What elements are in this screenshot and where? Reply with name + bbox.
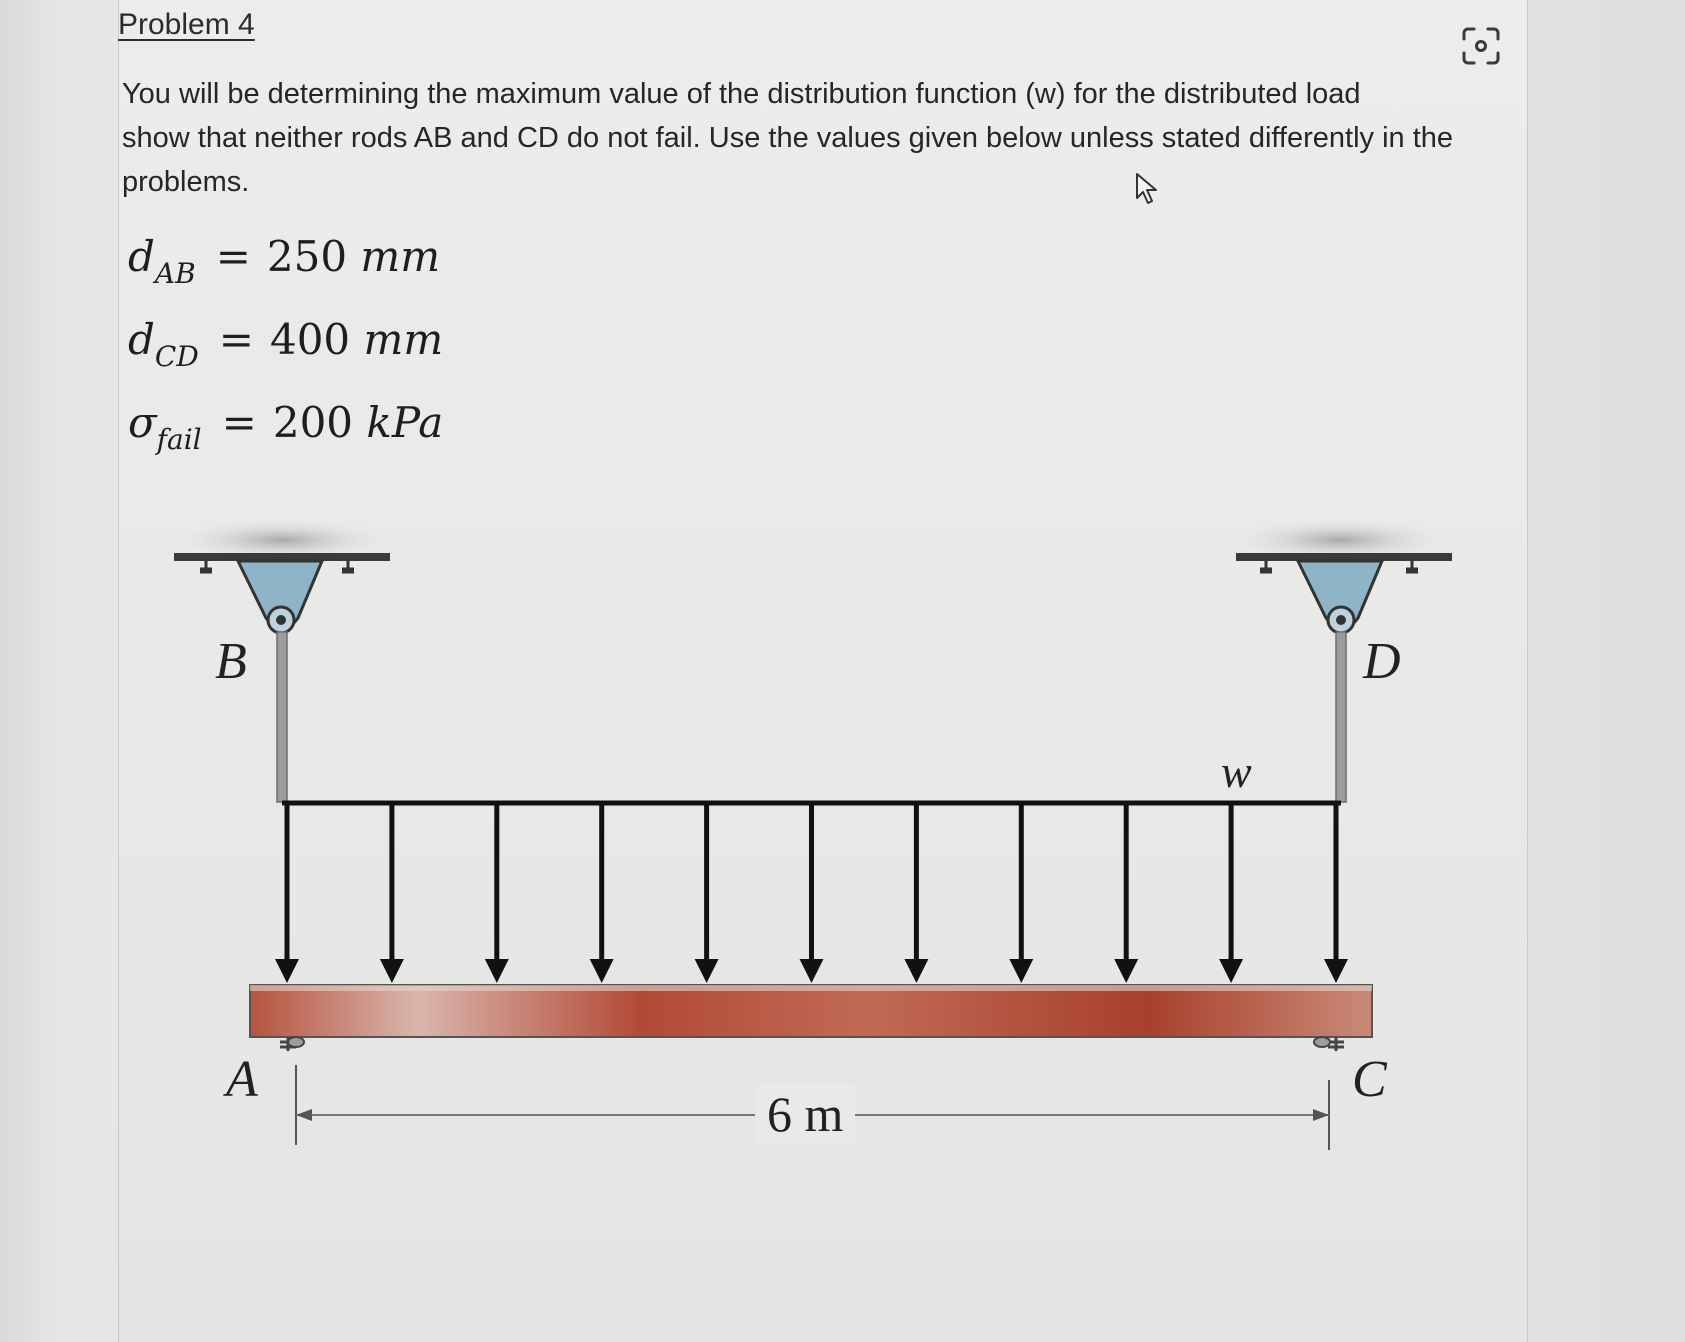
given-value: 200 bbox=[272, 398, 354, 447]
pin-c bbox=[1314, 1037, 1344, 1051]
given-symbol: σ bbox=[128, 398, 157, 447]
load-arrow bbox=[695, 803, 719, 983]
problem-title: Problem 4 bbox=[118, 8, 255, 41]
given-symbol: d bbox=[128, 315, 155, 364]
given-subscript: fail bbox=[156, 423, 202, 456]
load-arrow bbox=[1219, 803, 1243, 983]
statement-line-3: problems. bbox=[122, 166, 250, 198]
load-arrows bbox=[275, 803, 1348, 983]
beam bbox=[250, 985, 1372, 1037]
given-subscript: AB bbox=[154, 257, 196, 290]
label-c: C bbox=[1352, 1051, 1387, 1108]
given-equals: = bbox=[221, 398, 257, 447]
support-b bbox=[167, 518, 397, 633]
label-a: A bbox=[226, 1051, 258, 1108]
label-w: w bbox=[1221, 746, 1252, 797]
load-arrow bbox=[1114, 803, 1138, 983]
given-symbol: d bbox=[128, 232, 155, 281]
support-d bbox=[1225, 518, 1455, 633]
given-unit: mm bbox=[360, 232, 441, 281]
given-value: 250 bbox=[266, 232, 348, 281]
load-arrow bbox=[1009, 803, 1033, 983]
pin-a bbox=[280, 1037, 304, 1051]
given-unit: kPa bbox=[366, 398, 444, 447]
load-arrow bbox=[800, 803, 824, 983]
dimension-label: 6 m bbox=[755, 1085, 855, 1143]
label-b: B bbox=[215, 633, 247, 690]
given-unit: mm bbox=[363, 315, 444, 364]
rod-cd bbox=[1336, 632, 1346, 802]
load-arrow bbox=[485, 803, 509, 983]
rod-ab bbox=[277, 632, 287, 802]
given-value: 400 bbox=[269, 315, 351, 364]
given-equals: = bbox=[218, 315, 254, 364]
load-arrow bbox=[904, 803, 928, 983]
label-d: D bbox=[1363, 633, 1401, 690]
load-arrow bbox=[1324, 803, 1348, 983]
given-subscript: CD bbox=[154, 340, 199, 373]
given-equals: = bbox=[215, 232, 251, 281]
load-arrow bbox=[380, 803, 404, 983]
statement-line-1: You will be determining the maximum value of the distribution function (w) for the distributed load bbox=[122, 78, 1361, 110]
load-arrow bbox=[590, 803, 614, 983]
load-arrow bbox=[275, 803, 299, 983]
statement-line-2: show that neither rods AB and CD do not fail. Use the values given below unless stated differently in the bbox=[122, 122, 1454, 154]
